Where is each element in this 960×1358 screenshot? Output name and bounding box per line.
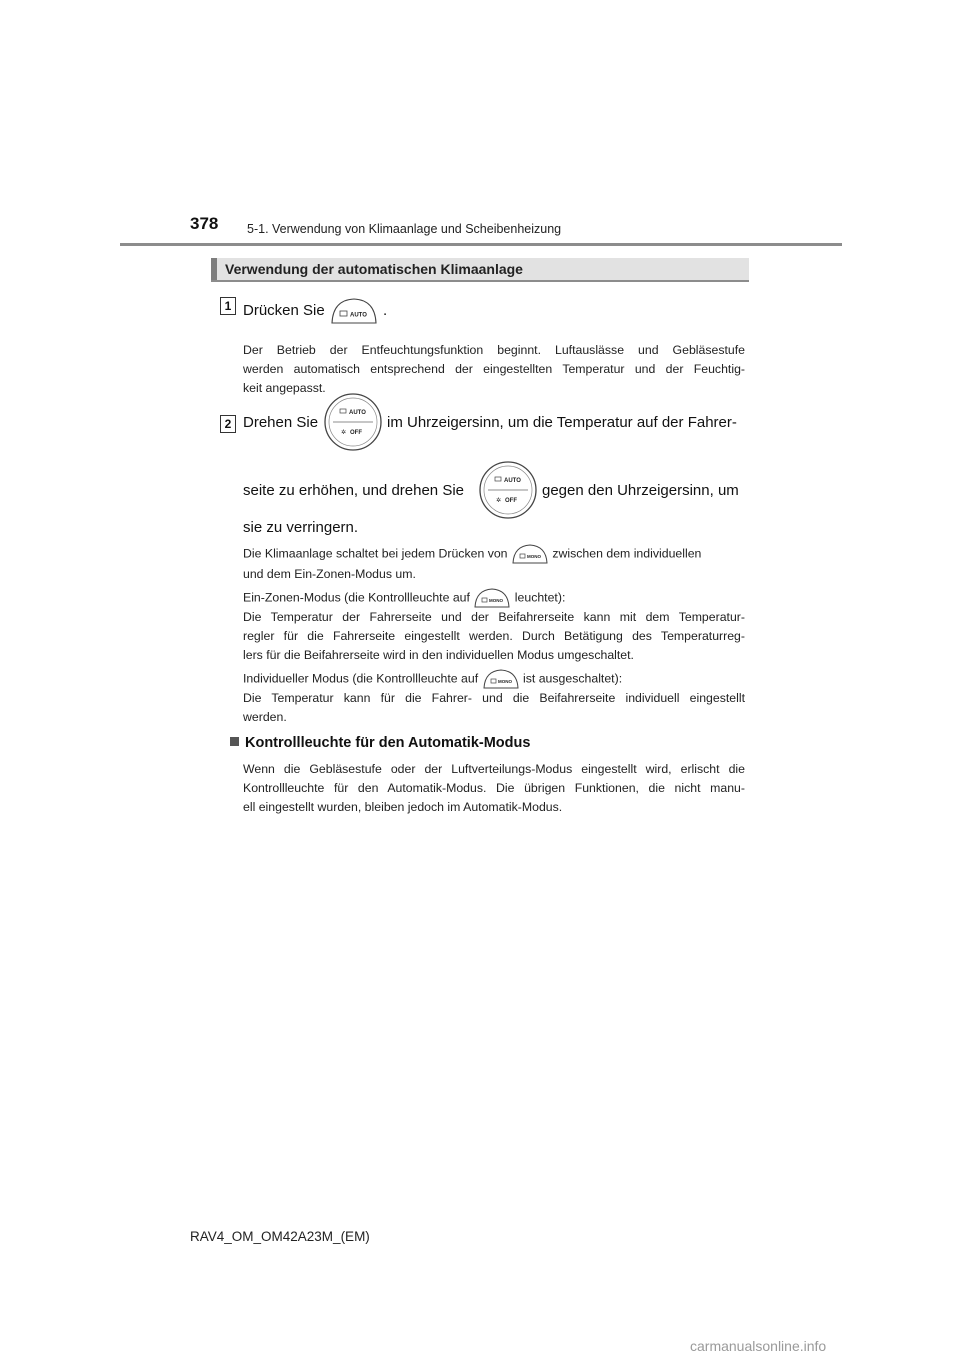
mono-p1-line2: und dem Ein-Zonen-Modus um. xyxy=(243,567,416,581)
page-number: 378 xyxy=(190,214,219,233)
mono-button-label: MONO xyxy=(526,554,541,559)
mono-p1-line1 xyxy=(243,544,745,564)
fan-icon: ✲ xyxy=(341,429,347,436)
step2-line2-after: gegen den Uhrzeigersinn, um xyxy=(542,482,739,499)
watermark: carmanualsonline.info xyxy=(690,1338,827,1354)
mono-p2-line4: lers für die Beifahrerseite wird in den individuellen Modus umgeschaltet. xyxy=(243,648,634,662)
step-number-2: 2 xyxy=(220,415,236,433)
temperature-knob-icon xyxy=(323,392,383,452)
step1-note-line-2: werden automatisch entsprechend der eingestellten Temperatur und der Feuchtig- xyxy=(243,362,745,376)
section-accent xyxy=(211,258,217,280)
step2-line1-before: Drehen Sie xyxy=(243,414,319,431)
header-rule xyxy=(120,243,842,246)
mono-button-label: MONO xyxy=(489,598,504,603)
step1-text-before: Drücken Sie xyxy=(243,301,325,319)
indicator-line-3: ell eingestellt wurden, bleiben jedoch im Automatik-Modus. xyxy=(243,800,563,814)
indicator-line-1: Wenn die Gebläsestufe oder der Luftverteilungs-Modus eingestellt wird, erlischt die xyxy=(243,762,745,776)
step1-instruction xyxy=(243,297,387,325)
knob-off-label: OFF xyxy=(350,430,362,436)
step2-line2-before: seite zu erhöhen, und drehen Sie xyxy=(243,482,464,499)
fan-icon: ✲ xyxy=(496,497,502,504)
mono-button-icon xyxy=(482,669,520,689)
step2-line1-after: im Uhrzeigersinn, um die Temperatur auf der Fahrer- xyxy=(387,414,737,431)
knob-auto-label: AUTO xyxy=(504,478,521,484)
chapter-title: 5-1. Verwendung von Klimaanlage und Scheibenheizung xyxy=(247,222,562,236)
indicator-heading xyxy=(230,735,530,751)
section-header xyxy=(211,258,749,282)
mono-p2-after: leuchtet): xyxy=(514,590,566,605)
mono-p3-line2: Die Temperatur kann für die Fahrer- und die Beifahrerseite individuell eingestellt xyxy=(243,691,745,705)
auto-button-icon xyxy=(329,297,379,325)
step1-text-after: . xyxy=(383,301,388,319)
knob-off-label: OFF xyxy=(505,498,517,504)
mono-p3-before: Individueller Modus (die Kontrollleuchte auf xyxy=(243,671,479,686)
knob-auto-label: AUTO xyxy=(349,410,366,416)
mono-button-icon xyxy=(473,588,511,608)
mono-p2-line3: regler für die Fahrerseite eingestellt werden. Durch Betätigung des Temperaturreg- xyxy=(243,629,745,643)
step1-note-line-1: Der Betrieb der Entfeuchtungsfunktion beginnt. Luftauslässe und Gebläsestufe xyxy=(243,343,745,357)
mono-p3-line1 xyxy=(243,669,745,689)
indicator-line-2: Kontrollleuchte für den Automatik-Modus. Die übrigen Funktionen, die nicht manu- xyxy=(243,781,745,795)
mono-p3-line3: werden. xyxy=(243,710,287,724)
indicator-title: Kontrollleuchte für den Automatik-Modus xyxy=(245,735,531,751)
document-code: RAV4_OM_OM42A23M_(EM) xyxy=(190,1229,370,1244)
mono-p2-before: Ein-Zonen-Modus (die Kontrollleuchte auf xyxy=(243,590,470,605)
temperature-knob-icon-2 xyxy=(478,460,538,520)
step1-note-line-3: keit angepasst. xyxy=(243,381,326,395)
step2-line3: sie zu verringern. xyxy=(243,519,359,536)
mono-p2-line2: Die Temperatur der Fahrerseite und der Beifahrerseite kann mit dem Temperatur- xyxy=(243,610,745,624)
mono-p3-after: ist ausgeschaltet): xyxy=(523,671,623,686)
section-title: Verwendung der automatischen Klimaanlage xyxy=(225,261,523,277)
square-bullet-icon xyxy=(230,737,239,746)
mono-p2-line1 xyxy=(243,588,745,608)
mono-button-label: MONO xyxy=(497,679,512,684)
mono-p1-after: zwischen dem individuellen xyxy=(552,546,702,561)
mono-p1-before: Die Klimaanlage schaltet bei jedem Drücken von xyxy=(243,546,508,561)
step-number-1: 1 xyxy=(220,297,236,315)
auto-button-label: AUTO xyxy=(349,312,367,319)
mono-button-icon xyxy=(511,544,549,564)
